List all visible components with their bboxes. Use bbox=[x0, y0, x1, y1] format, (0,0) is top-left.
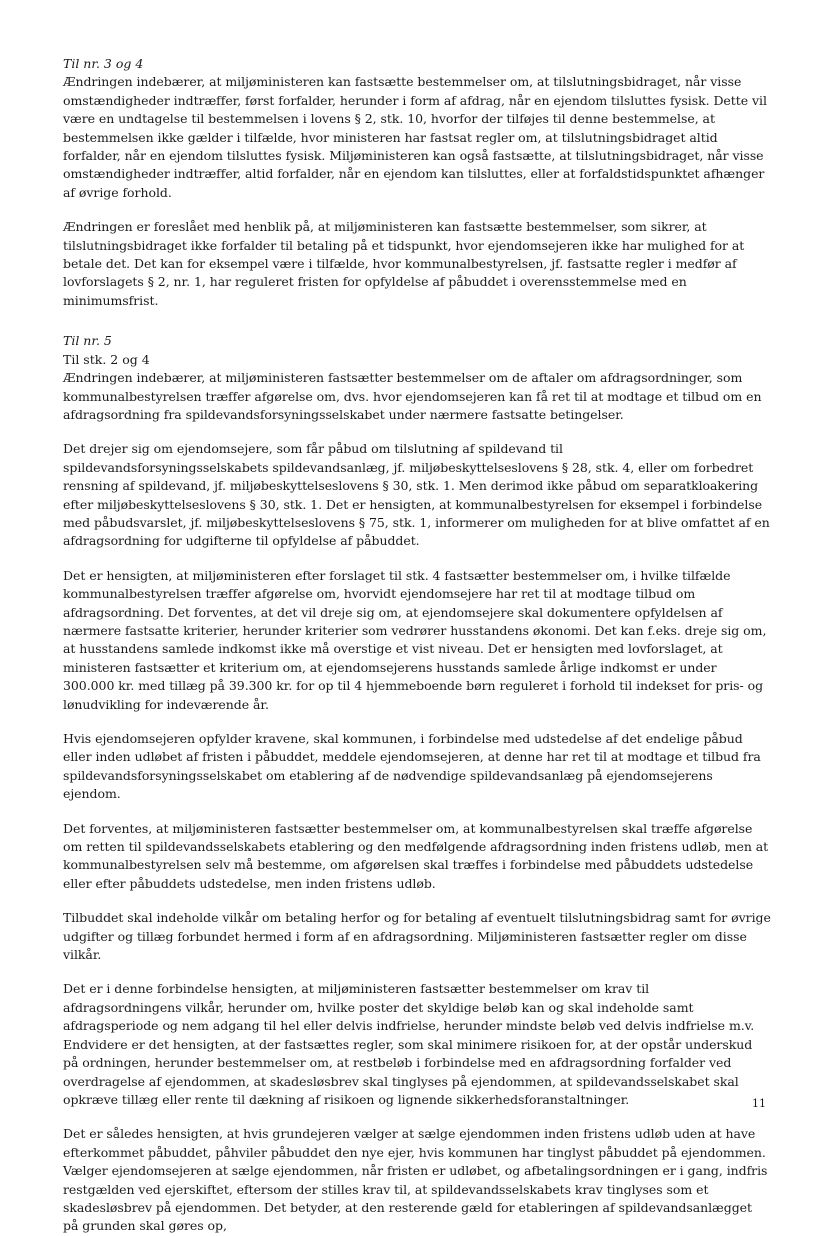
section-subheading: Til stk. 2 og 4 bbox=[63, 351, 150, 367]
page-number: 11 bbox=[752, 1097, 766, 1110]
paragraph: Tilbuddet skal indeholde vilkår om betaling herfor og for betaling af eventuelt tilslutningsbidrag samt for øvrige udgifter og tillæg forbundet hermed i form af en afdragsordning. Miljøministeren fastsætter regler om disse vilkår. bbox=[63, 910, 771, 963]
paragraph: Det drejer sig om ejendomsejere, som får påbud om tilslutning af spildevand til spildevandsforsyningsselskabets spildevandsanlæg, jf. miljøbeskyttelseslovens § 28, stk. 4, eller om forbedret rensning af spildevand, jf. miljøbeskyttelseslovens § 30, stk. 1. Men derimod ikke påbud om separatkloakering efter miljøbeskyttelseslovens § 30, stk. 1. Det er hensigten, at kommunalbestyrelsen for eksempel i forbindelse med påbudsvarslet, jf. miljøbeskyttelseslovens § 75, stk. 1, informerer om muligheden for at blive omfattet af en afdragsordning for udgifterne til opfyldelse af påbuddet. bbox=[63, 441, 770, 549]
section-heading: Til nr. 5 bbox=[63, 333, 112, 349]
paragraph: Ændringen indebærer, at miljøministeren fastsætter bestemmelser om de aftaler om afdragsordninger, som kommunalbestyrelsen træffer afgørelse om, dvs. hvor ejendomsejeren kan få ret til at modtage et tilbud om en afdragsordning fra spildevandsforsyningsselskabet under nærmere fastsatte betingelser. bbox=[63, 370, 762, 422]
section-heading: Til nr. 3 og 4 bbox=[63, 56, 144, 71]
paragraph: Det er i denne forbindelse hensigten, at miljøministeren fastsætter bestemmelser om krav til afdragsordningens vilkår, herunder om, hvilke poster det skyldige beløb kan og skal indeholde samt afdragsperiode og nem adgang til hel eller delvis indfrielse, herunder mindste beløb ved delvis indfrielse m.v. Endvidere er det hensigten, at der fastsættes regler, som skal minimere risikoen for, at der opstår underskud på ordningen, herunder bestemmelser om, at restbeløb i forbindelse med en afdragsordning forfalder ved overdragelse af ejendommen, at skadesløsbrev skal tinglyses på ejendommen, at spildevandsselskabet skal opkræve tillæg eller rente til dækning af risikoen og lignende sikkerhedsforanstaltninger. bbox=[63, 981, 755, 1107]
paragraph: Det er således hensigten, at hvis grundejeren vælger at sælge ejendommen inden fristens udløb uden at have efterkommet påbuddet, påhviler påbuddet den nye ejer, hvis kommunen har tinglyst påbuddet på ejendommen. Vælger ejendomsejeren at sælge ejendommen, når fristen er udløbet, og afbetalingsordningen er i gang, indfris restgælden ved ejerskiftet, eftersom der stilles krav til, at spildevandsselskabets krav tinglyses som et skadesløsbrev på ejendommen. Det betyder, at den resterende gæld for etableringen af spildevandsanlægget på grunden skal gøres op, bbox=[63, 1126, 768, 1234]
paragraph: Det er hensigten, at miljøministeren efter forslaget til stk. 4 fastsætter bestemmelser om, i hvilke tilfælde kommunalbestyrelsen træffer afgørelse om, hvorvidt ejendomsejere har ret til at modtage tilbud om afdragsordning. Det forventes, at det vil dreje sig om, at ejendomsejere skal dokumentere opfyldelsen af nærmere fastsatte kriterier, herunder kriterier som vedrører husstandens økonomi. Det kan f.eks. dreje sig om, at husstandens samlede indkomst ikke må overstige et vist niveau. Det er hensigten med lovforslaget, at ministeren fastsætter et kriterium om, at ejendomsejerens husstands samlede årlige indkomst er under 300.000 kr. med tillæg på 39.300 kr. for op til 4 hjemmeboende børn reguleret i forhold til indekset for pris- og lønudvikling for indeværende år. bbox=[63, 567, 767, 712]
section-nr-5 bbox=[63, 332, 771, 1235]
paragraph: Ændringen indebærer, at miljøministeren kan fastsætte bestemmelser om, at tilslutningsbidraget, når visse omstændigheder indtræffer, først forfalder, herunder i form af afdrag, når en ejendom tilsluttes fysisk. Dette vil være en undtagelse til bestemmelsen i lovens § 2, stk. 10, hvorfor der tilføjes til denne bestemmelse, at bestemmelsen ikke gælder i tilfælde, hvor ministeren har fastsat regler om, at tilslutningsbidraget altid forfalder, når en ejendom tilsluttes fysisk. Miljøministeren kan også fastsætte, at tilslutningsbidraget, når visse omstændigheder indtræffer, altid forfalder, når en ejendom kan tilsluttes, eller at forfaldstidspunktet afhænger af øvrige forhold. bbox=[63, 74, 767, 200]
paragraph: Det forventes, at miljøministeren fastsætter bestemmelser om, at kommunalbestyrelsen skal træffe afgørelse om retten til spildevandsselskabets etablering og den medfølgende afdragsordning inden fristens udløb, men at kommunalbestyrelsen selv må bestemme, om afgørelsen skal træffes i forbindelse med påbuddets udstedelse eller efter påbuddets udstedelse, men inden fristens udløb. bbox=[63, 820, 769, 891]
paragraph: Hvis ejendomsejeren opfylder kravene, skal kommunen, i forbindelse med udstedelse af det endelige påbud eller inden udløbet af fristen i påbuddet, meddele ejendomsejeren, at denne har ret til at modtage et tilbud fra spildevandsforsyningsselskabet om etablering af de nødvendige spildevandsanlæg på ejendomsejerens ejendom. bbox=[63, 731, 761, 802]
section-nr-3-4 bbox=[63, 55, 771, 310]
paragraph: Ændringen er foreslået med henblik på, at miljøministeren kan fastsætte bestemmelser, som sikrer, at tilslutningsbidraget ikke forfalder til betaling på et tidspunkt, hvor ejendomsejeren ikke har mulighed for at betale det. Det kan for eksempel være i tilfælde, hvor kommunalbestyrelsen, jf. fastsatte regler i medfør af lovforslagets § 2, nr. 1, har reguleret fristen for opfyldelse af påbuddet i overensstemmelse med en minimumsfrist. bbox=[63, 219, 745, 308]
document-page bbox=[63, 55, 771, 1236]
